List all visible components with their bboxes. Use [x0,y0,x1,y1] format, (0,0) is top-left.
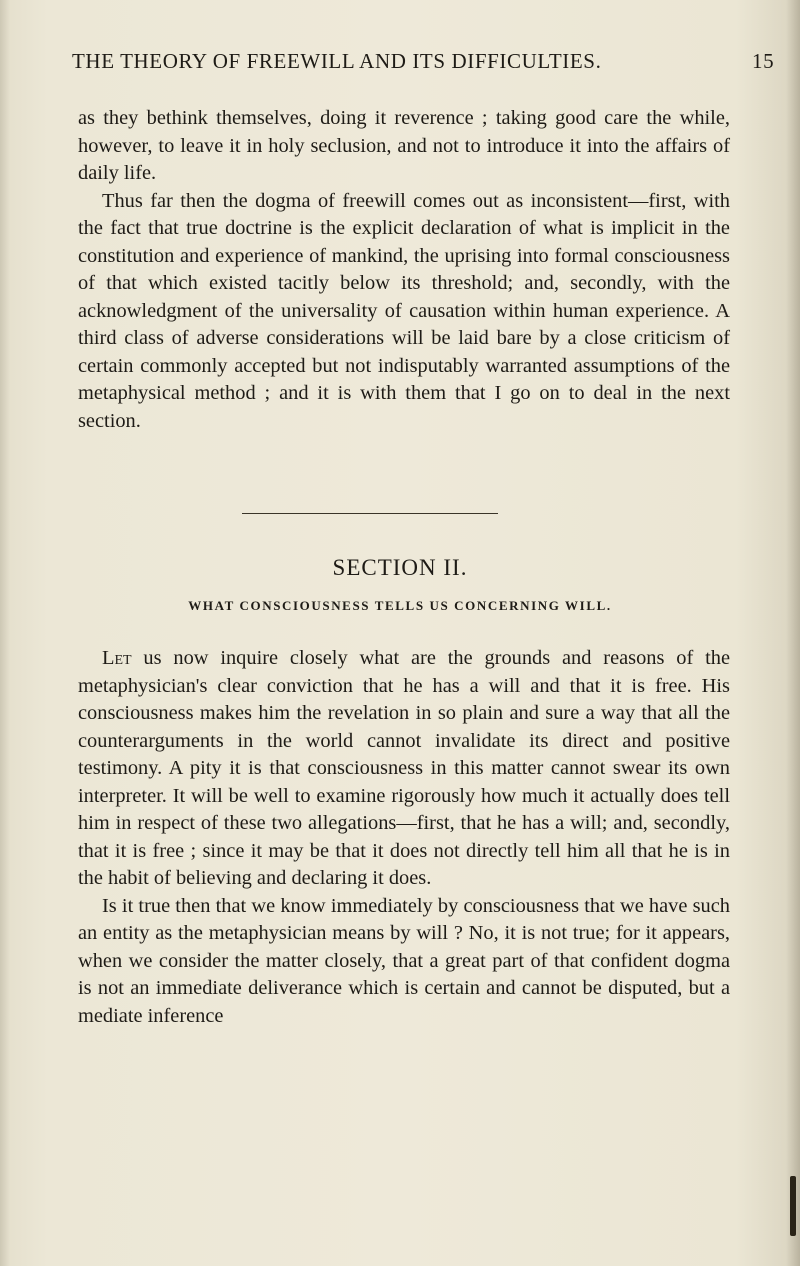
text-block-before-section [78,105,730,435]
page-corner-mark [790,1176,796,1236]
paragraph-thus-far: Thus far then the dogma of freewill comes out as inconsistent—first, with the fact that true doctrine is the explicit declaration of what is implicit in the constitution and experience of mankind, the uprising into formal consciousness of that which existed tacitly below its threshold; and, secondly, with the acknowledgment of the universality of causation within human experience. A third class of adverse considerations will be laid bare by a close criticism of certain commonly accepted but not indisputably warranted assumptions of the metaphysical method ; and it is with them that I go on to deal in the next section. [78,189,730,432]
paragraph-let-us-inquire [78,645,730,893]
paragraph-let-us-inquire-text: us now inquire closely what are the grounds and reasons of the metaphysician's clear conviction that he has a will and that it is free. His consciousness makes him the revelation in so plain and sure a way that all the counterarguments in the world cannot invalidate its direct and positive testimony. A pity it is that consciousness in this matter cannot swear its own interpreter. It will be well to examine rigorously how much it actually does tell him in respect of these two allegations—first, that he has a will; and, secondly, that it is free ; since it may be that it does not directly tell him all that he is in the habit of believing and declaring it does. [78,647,730,889]
section-subheading: WHAT CONSCIOUSNESS TELLS US CONCERNING WILL. [188,598,612,613]
drop-word: Let [102,647,132,669]
gutter-shadow [0,0,10,1266]
page-edge-shadow [786,0,800,1266]
section-heading: SECTION II. [332,555,468,580]
page-number: 15 [752,49,775,73]
text-block-after-section [78,645,730,1030]
running-head-title: THE THEORY OF FREEWILL AND ITS DIFFICULTIES. [72,49,602,73]
paragraph-continued: as they bethink themselves, doing it reverence ; taking good care the while, however, to leave it in holy seclusion, and not to introduce it into the affairs of daily life. [78,107,730,184]
section-divider-rule [242,513,498,514]
paragraph-is-it-true: Is it true then that we know immediately by consciousness that we have such an entity as the metaphysician means by will ? No, it is not true; for it appears, when we consider the matter closely, that a great part of that confident dogma is not an immediate deliverance which is certain and cannot be disputed, but a mediate inference [78,894,730,1027]
